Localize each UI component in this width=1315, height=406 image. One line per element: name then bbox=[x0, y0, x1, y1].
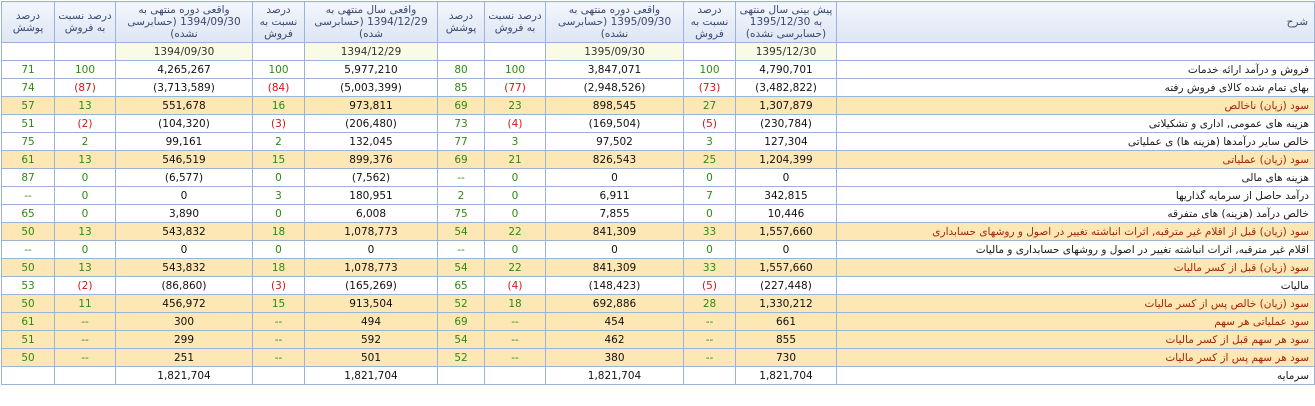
forecast-value-cell: 0 bbox=[736, 241, 837, 259]
col-header-actual-1394-year-pct-of-sales[interactable]: درصد نسبت به فروش bbox=[253, 2, 305, 43]
row-label: بهای تمام شده کالای فروش رفته bbox=[837, 79, 1315, 97]
forecast-pct-cell: 33 bbox=[684, 259, 736, 277]
coverage-1394-cell: -- bbox=[2, 187, 55, 205]
actual-1394-year-value-cell: 899,376 bbox=[305, 151, 438, 169]
period-date-actual-1395: 1395/09/30 bbox=[546, 43, 684, 61]
forecast-value-cell: (3,482,822) bbox=[736, 79, 837, 97]
actual-1395-value-cell: 462 bbox=[546, 331, 684, 349]
actual-1395-value-cell: (169,504) bbox=[546, 115, 684, 133]
row-label: هزینه های مالی bbox=[837, 169, 1315, 187]
actual-1395-pct-cell: (4) bbox=[485, 277, 546, 295]
table-row[interactable] bbox=[2, 331, 1315, 349]
forecast-pct-cell: (73) bbox=[684, 79, 736, 97]
forecast-pct-cell: -- bbox=[684, 313, 736, 331]
actual-1394-year-pct-cell: 3 bbox=[253, 187, 305, 205]
row-label: مالیات bbox=[837, 277, 1315, 295]
actual-1394-year-pct-cell: 15 bbox=[253, 295, 305, 313]
actual-1394-period-pct-cell: 0 bbox=[55, 205, 116, 223]
actual-1394-year-value-cell: 592 bbox=[305, 331, 438, 349]
income-statement-panel bbox=[1, 1, 1314, 385]
actual-1395-value-cell: 7,855 bbox=[546, 205, 684, 223]
coverage-1394-cell: 87 bbox=[2, 169, 55, 187]
col-header-forecast-pct-of-sales[interactable]: درصد نسبت به فروش bbox=[684, 2, 736, 43]
forecast-pct-cell: 28 bbox=[684, 295, 736, 313]
actual-1394-year-pct-cell: -- bbox=[253, 331, 305, 349]
forecast-pct-cell: (5) bbox=[684, 277, 736, 295]
actual-1395-pct-cell: 3 bbox=[485, 133, 546, 151]
actual-1394-year-pct-cell: 18 bbox=[253, 223, 305, 241]
coverage-1394-cell: 50 bbox=[2, 259, 55, 277]
forecast-pct-cell: 0 bbox=[684, 169, 736, 187]
actual-1394-year-value-cell: 5,977,210 bbox=[305, 61, 438, 79]
actual-1394-year-value-cell: 0 bbox=[305, 241, 438, 259]
coverage-1395-cell: 77 bbox=[438, 133, 485, 151]
actual-1394-year-pct-cell: -- bbox=[253, 349, 305, 367]
coverage-1395-cell bbox=[438, 367, 485, 385]
forecast-pct-cell: 7 bbox=[684, 187, 736, 205]
actual-1394-period-pct-cell: 2 bbox=[55, 133, 116, 151]
table-row[interactable] bbox=[2, 241, 1315, 259]
actual-1394-year-value-cell: 501 bbox=[305, 349, 438, 367]
actual-1394-year-value-cell: 973,811 bbox=[305, 97, 438, 115]
coverage-1395-cell: 69 bbox=[438, 313, 485, 331]
actual-1395-pct-cell: -- bbox=[485, 349, 546, 367]
coverage-1395-cell: 73 bbox=[438, 115, 485, 133]
forecast-value-cell: 1,557,660 bbox=[736, 259, 837, 277]
actual-1395-value-cell: (148,423) bbox=[546, 277, 684, 295]
actual-1394-period-pct-cell: (87) bbox=[55, 79, 116, 97]
actual-1394-year-value-cell: (7,562) bbox=[305, 169, 438, 187]
table-row[interactable] bbox=[2, 313, 1315, 331]
table-row[interactable] bbox=[2, 133, 1315, 151]
row-label: سود هر سهم پس از کسر مالیات bbox=[837, 349, 1315, 367]
coverage-1394-cell: 50 bbox=[2, 223, 55, 241]
actual-1395-value-cell: 841,309 bbox=[546, 259, 684, 277]
actual-1394-year-pct-cell: (3) bbox=[253, 115, 305, 133]
actual-1394-period-value-cell: 0 bbox=[116, 241, 253, 259]
forecast-value-cell: 1,307,879 bbox=[736, 97, 837, 115]
income-statement-table bbox=[1, 1, 1315, 385]
row-label: سود هر سهم قبل از کسر مالیات bbox=[837, 331, 1315, 349]
forecast-value-cell: 342,815 bbox=[736, 187, 837, 205]
period-cell-empty bbox=[684, 43, 736, 61]
actual-1394-year-value-cell: 913,504 bbox=[305, 295, 438, 313]
period-cell-empty bbox=[55, 43, 116, 61]
table-row[interactable] bbox=[2, 97, 1315, 115]
forecast-pct-cell: 100 bbox=[684, 61, 736, 79]
actual-1394-year-value-cell: 132,045 bbox=[305, 133, 438, 151]
actual-1394-period-value-cell: (6,577) bbox=[116, 169, 253, 187]
coverage-1394-cell: 51 bbox=[2, 331, 55, 349]
coverage-1395-cell: 52 bbox=[438, 349, 485, 367]
actual-1394-period-value-cell: 551,678 bbox=[116, 97, 253, 115]
coverage-1395-cell: 54 bbox=[438, 259, 485, 277]
actual-1394-year-pct-cell: -- bbox=[253, 313, 305, 331]
actual-1394-year-pct-cell: 0 bbox=[253, 205, 305, 223]
actual-1394-year-value-cell: 1,821,704 bbox=[305, 367, 438, 385]
actual-1394-year-value-cell: 6,008 bbox=[305, 205, 438, 223]
actual-1394-period-pct-cell: 0 bbox=[55, 187, 116, 205]
forecast-value-cell: (230,784) bbox=[736, 115, 837, 133]
forecast-value-cell: 1,821,704 bbox=[736, 367, 837, 385]
row-label: سود (زیان) عملیاتی bbox=[837, 151, 1315, 169]
row-label: خالص سایر درآمدها (هزینه ها) ی عملیاتی bbox=[837, 133, 1315, 151]
period-date-actual-1394-period: 1394/09/30 bbox=[116, 43, 253, 61]
col-header-actual-1394-period-pct-of-sales[interactable]: درصد نسبت به فروش bbox=[55, 2, 116, 43]
forecast-pct-cell: 0 bbox=[684, 241, 736, 259]
table-row[interactable] bbox=[2, 205, 1315, 223]
col-header-actual-1394-12-29[interactable]: واقعی سال منتهی به 1394/12/29 (حسابرسی شده) bbox=[305, 2, 438, 43]
actual-1395-pct-cell: 100 bbox=[485, 61, 546, 79]
actual-1395-value-cell: 0 bbox=[546, 241, 684, 259]
actual-1395-value-cell: 454 bbox=[546, 313, 684, 331]
row-label: سرمایه bbox=[837, 367, 1315, 385]
actual-1394-year-value-cell: 494 bbox=[305, 313, 438, 331]
period-cell-empty bbox=[438, 43, 485, 61]
actual-1395-pct-cell: 0 bbox=[485, 241, 546, 259]
coverage-1395-cell: 80 bbox=[438, 61, 485, 79]
coverage-1394-cell: 61 bbox=[2, 313, 55, 331]
actual-1394-year-pct-cell: 2 bbox=[253, 133, 305, 151]
actual-1394-year-pct-cell: 18 bbox=[253, 259, 305, 277]
period-cell-empty bbox=[2, 43, 55, 61]
actual-1394-year-pct-cell: 15 bbox=[253, 151, 305, 169]
actual-1394-period-pct-cell: 13 bbox=[55, 151, 116, 169]
actual-1394-year-value-cell: 1,078,773 bbox=[305, 223, 438, 241]
actual-1394-year-value-cell: 1,078,773 bbox=[305, 259, 438, 277]
coverage-1394-cell: 57 bbox=[2, 97, 55, 115]
row-label: سود (زیان) قبل از کسر مالیات bbox=[837, 259, 1315, 277]
actual-1395-value-cell: 0 bbox=[546, 169, 684, 187]
col-header-actual-1395-09-30[interactable]: واقعی دوره منتهی به 1395/09/30 (حسابرسی نشده) bbox=[546, 2, 684, 43]
table-row[interactable] bbox=[2, 223, 1315, 241]
actual-1394-period-pct-cell: (2) bbox=[55, 115, 116, 133]
actual-1395-value-cell: 1,821,704 bbox=[546, 367, 684, 385]
actual-1394-period-pct-cell: -- bbox=[55, 349, 116, 367]
row-label: درآمد حاصل از سرمایه گذاریها bbox=[837, 187, 1315, 205]
row-label: سود (زیان) خالص پس از کسر مالیات bbox=[837, 295, 1315, 313]
period-row bbox=[2, 43, 1315, 61]
forecast-pct-cell: -- bbox=[684, 349, 736, 367]
col-header-actual-1394-09-30[interactable]: واقعی دوره منتهی به 1394/09/30 (حسابرسی نشده) bbox=[116, 2, 253, 43]
forecast-pct-cell bbox=[684, 367, 736, 385]
actual-1394-period-pct-cell: 13 bbox=[55, 97, 116, 115]
actual-1395-value-cell: 6,911 bbox=[546, 187, 684, 205]
actual-1394-period-value-cell: 3,890 bbox=[116, 205, 253, 223]
actual-1394-period-value-cell: 543,832 bbox=[116, 259, 253, 277]
forecast-pct-cell: 0 bbox=[684, 205, 736, 223]
actual-1394-period-value-cell: 4,265,267 bbox=[116, 61, 253, 79]
col-header-forecast-1395-12-30[interactable]: پیش بینی سال منتهی به 1395/12/30 (حسابرسی نشده) bbox=[736, 2, 837, 43]
forecast-value-cell: 730 bbox=[736, 349, 837, 367]
period-cell-empty bbox=[837, 43, 1315, 61]
coverage-1394-cell: 53 bbox=[2, 277, 55, 295]
actual-1395-value-cell: 3,847,071 bbox=[546, 61, 684, 79]
coverage-1394-cell: 75 bbox=[2, 133, 55, 151]
row-label: خالص درآمد (هزینه) های متفرقه bbox=[837, 205, 1315, 223]
actual-1394-period-value-cell: 99,161 bbox=[116, 133, 253, 151]
col-header-description[interactable]: شرح bbox=[837, 2, 1315, 43]
actual-1395-value-cell: 898,545 bbox=[546, 97, 684, 115]
coverage-1395-cell: 85 bbox=[438, 79, 485, 97]
coverage-1394-cell bbox=[2, 367, 55, 385]
actual-1394-period-value-cell: 543,832 bbox=[116, 223, 253, 241]
actual-1394-period-value-cell: 300 bbox=[116, 313, 253, 331]
actual-1394-period-pct-cell: 100 bbox=[55, 61, 116, 79]
forecast-pct-cell: -- bbox=[684, 331, 736, 349]
coverage-1394-cell: 71 bbox=[2, 61, 55, 79]
table-row[interactable] bbox=[2, 151, 1315, 169]
forecast-value-cell: 1,330,212 bbox=[736, 295, 837, 313]
table-row[interactable] bbox=[2, 115, 1315, 133]
actual-1394-year-pct-cell: 100 bbox=[253, 61, 305, 79]
actual-1394-period-value-cell: (104,320) bbox=[116, 115, 253, 133]
coverage-1395-cell: 54 bbox=[438, 331, 485, 349]
coverage-1395-cell: 52 bbox=[438, 295, 485, 313]
actual-1394-period-pct-cell: (2) bbox=[55, 277, 116, 295]
actual-1394-year-pct-cell: 16 bbox=[253, 97, 305, 115]
coverage-1395-cell: 54 bbox=[438, 223, 485, 241]
actual-1394-period-value-cell: 251 bbox=[116, 349, 253, 367]
actual-1395-value-cell: 380 bbox=[546, 349, 684, 367]
actual-1395-pct-cell: (4) bbox=[485, 115, 546, 133]
actual-1394-year-value-cell: (165,269) bbox=[305, 277, 438, 295]
coverage-1394-cell: 65 bbox=[2, 205, 55, 223]
header-row bbox=[2, 2, 1315, 43]
period-date-actual-1394-year: 1394/12/29 bbox=[305, 43, 438, 61]
coverage-1395-cell: 65 bbox=[438, 277, 485, 295]
actual-1394-period-value-cell: 299 bbox=[116, 331, 253, 349]
coverage-1394-cell: 74 bbox=[2, 79, 55, 97]
actual-1394-period-value-cell: 1,821,704 bbox=[116, 367, 253, 385]
actual-1394-period-pct-cell: 0 bbox=[55, 169, 116, 187]
actual-1395-pct-cell: 18 bbox=[485, 295, 546, 313]
actual-1395-pct-cell bbox=[485, 367, 546, 385]
coverage-1395-cell: 69 bbox=[438, 97, 485, 115]
table-row[interactable] bbox=[2, 349, 1315, 367]
actual-1395-value-cell: 841,309 bbox=[546, 223, 684, 241]
forecast-pct-cell: 33 bbox=[684, 223, 736, 241]
actual-1395-pct-cell: 0 bbox=[485, 169, 546, 187]
period-cell-empty bbox=[485, 43, 546, 61]
table-row[interactable] bbox=[2, 367, 1315, 385]
coverage-1395-cell: 2 bbox=[438, 187, 485, 205]
actual-1394-period-value-cell: (86,860) bbox=[116, 277, 253, 295]
actual-1395-pct-cell: 22 bbox=[485, 259, 546, 277]
actual-1394-year-pct-cell: (84) bbox=[253, 79, 305, 97]
actual-1395-pct-cell: 0 bbox=[485, 187, 546, 205]
actual-1394-period-pct-cell: 13 bbox=[55, 223, 116, 241]
coverage-1395-cell: 75 bbox=[438, 205, 485, 223]
actual-1394-period-value-cell: 546,519 bbox=[116, 151, 253, 169]
row-label: سود (زیان) ناخالص bbox=[837, 97, 1315, 115]
actual-1394-year-pct-cell: 0 bbox=[253, 169, 305, 187]
coverage-1394-cell: 50 bbox=[2, 349, 55, 367]
forecast-value-cell: 855 bbox=[736, 331, 837, 349]
actual-1394-year-pct-cell: (3) bbox=[253, 277, 305, 295]
actual-1394-period-pct-cell bbox=[55, 367, 116, 385]
coverage-1394-cell: 61 bbox=[2, 151, 55, 169]
table-row[interactable] bbox=[2, 259, 1315, 277]
actual-1395-pct-cell: -- bbox=[485, 313, 546, 331]
forecast-pct-cell: 25 bbox=[684, 151, 736, 169]
actual-1394-year-value-cell: (5,003,399) bbox=[305, 79, 438, 97]
actual-1394-year-value-cell: 180,951 bbox=[305, 187, 438, 205]
forecast-pct-cell: (5) bbox=[684, 115, 736, 133]
row-label: هزینه های عمومی, اداری و تشکیلاتی bbox=[837, 115, 1315, 133]
actual-1394-year-pct-cell: 0 bbox=[253, 241, 305, 259]
forecast-value-cell: 0 bbox=[736, 169, 837, 187]
actual-1394-period-pct-cell: -- bbox=[55, 313, 116, 331]
coverage-1394-cell: 50 bbox=[2, 295, 55, 313]
actual-1394-period-value-cell: 0 bbox=[116, 187, 253, 205]
actual-1395-pct-cell: 21 bbox=[485, 151, 546, 169]
actual-1395-value-cell: 826,543 bbox=[546, 151, 684, 169]
actual-1395-pct-cell: -- bbox=[485, 331, 546, 349]
actual-1395-value-cell: (2,948,526) bbox=[546, 79, 684, 97]
actual-1395-value-cell: 97,502 bbox=[546, 133, 684, 151]
actual-1394-period-pct-cell: 13 bbox=[55, 259, 116, 277]
forecast-pct-cell: 27 bbox=[684, 97, 736, 115]
period-cell-empty bbox=[253, 43, 305, 61]
forecast-value-cell: 1,557,660 bbox=[736, 223, 837, 241]
actual-1395-value-cell: 692,886 bbox=[546, 295, 684, 313]
table-row[interactable] bbox=[2, 169, 1315, 187]
col-header-coverage-1395[interactable]: درصد پوشش bbox=[438, 2, 485, 43]
actual-1395-pct-cell: 23 bbox=[485, 97, 546, 115]
actual-1394-year-pct-cell bbox=[253, 367, 305, 385]
actual-1394-period-value-cell: (3,713,589) bbox=[116, 79, 253, 97]
coverage-1395-cell: 69 bbox=[438, 151, 485, 169]
actual-1395-pct-cell: (77) bbox=[485, 79, 546, 97]
table-row[interactable] bbox=[2, 295, 1315, 313]
forecast-value-cell: 127,304 bbox=[736, 133, 837, 151]
coverage-1395-cell: -- bbox=[438, 241, 485, 259]
table-row[interactable] bbox=[2, 277, 1315, 295]
table-row[interactable] bbox=[2, 61, 1315, 79]
actual-1394-year-value-cell: (206,480) bbox=[305, 115, 438, 133]
table-row[interactable] bbox=[2, 187, 1315, 205]
row-label: فروش و درآمد ارائه خدمات bbox=[837, 61, 1315, 79]
period-date-forecast: 1395/12/30 bbox=[736, 43, 837, 61]
row-label: سود عملیاتی هر سهم bbox=[837, 313, 1315, 331]
forecast-value-cell: (227,448) bbox=[736, 277, 837, 295]
actual-1394-period-pct-cell: 0 bbox=[55, 241, 116, 259]
actual-1394-period-pct-cell: 11 bbox=[55, 295, 116, 313]
coverage-1395-cell: -- bbox=[438, 169, 485, 187]
actual-1394-period-pct-cell: -- bbox=[55, 331, 116, 349]
forecast-value-cell: 1,204,399 bbox=[736, 151, 837, 169]
coverage-1394-cell: -- bbox=[2, 241, 55, 259]
row-label: سود (زیان) قبل از اقلام غیر مترقبه, اثرات انباشته تغییر در اصول و روشهای حسابداری bbox=[837, 223, 1315, 241]
actual-1395-pct-cell: 0 bbox=[485, 205, 546, 223]
forecast-pct-cell: 3 bbox=[684, 133, 736, 151]
forecast-value-cell: 4,790,701 bbox=[736, 61, 837, 79]
forecast-value-cell: 10,446 bbox=[736, 205, 837, 223]
actual-1395-pct-cell: 22 bbox=[485, 223, 546, 241]
col-header-coverage-1394[interactable]: درصد پوشش bbox=[2, 2, 55, 43]
row-label: اقلام غیر مترقبه, اثرات انباشته تغییر در اصول و روشهای حسابداری و مالیات bbox=[837, 241, 1315, 259]
forecast-value-cell: 661 bbox=[736, 313, 837, 331]
coverage-1394-cell: 51 bbox=[2, 115, 55, 133]
actual-1394-period-value-cell: 456,972 bbox=[116, 295, 253, 313]
table-row[interactable] bbox=[2, 79, 1315, 97]
col-header-actual-1395-pct-of-sales[interactable]: درصد نسبت به فروش bbox=[485, 2, 546, 43]
